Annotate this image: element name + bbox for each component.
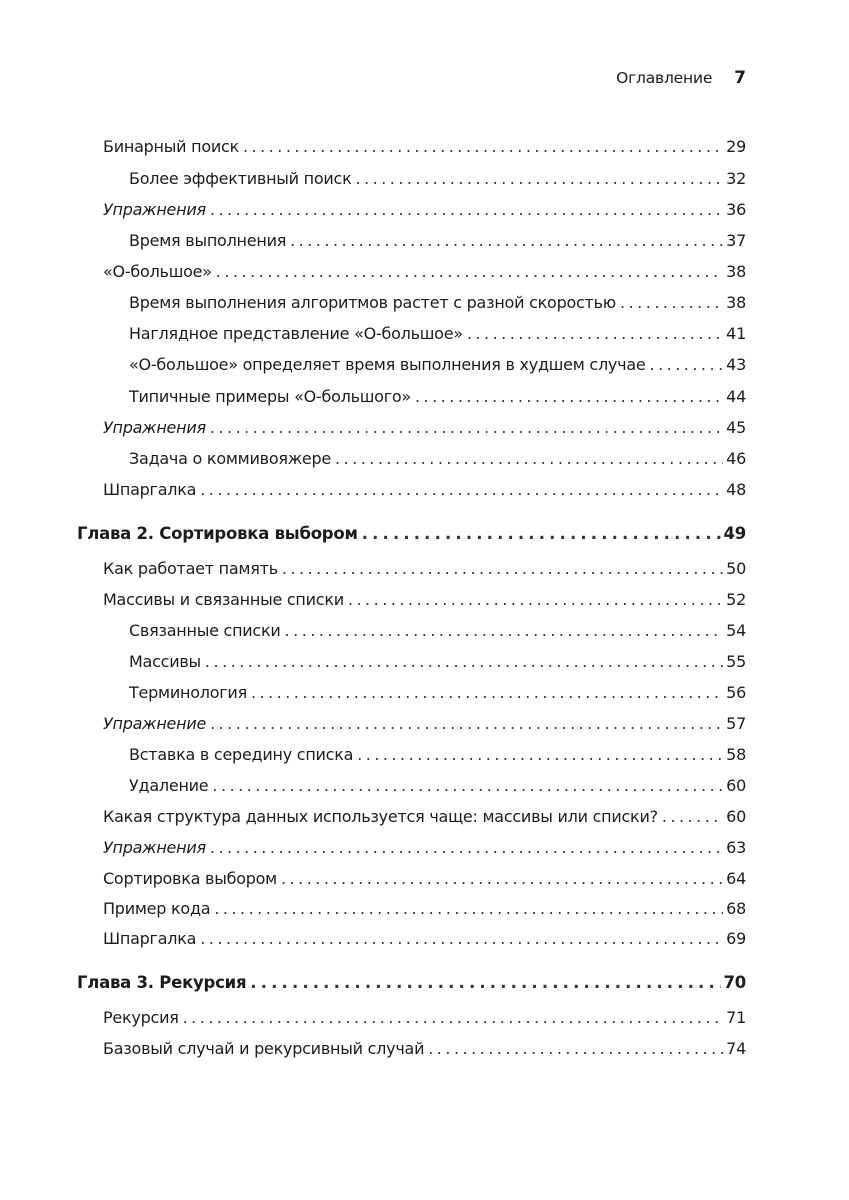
toc-entry-title: Упражнения [103,200,206,219]
toc-entry-page-number: 46 [726,449,746,468]
toc-entry-page-number: 54 [726,621,746,640]
toc-entry-title: Глава 2. Сортировка выбором [77,524,358,543]
toc-entry-title: Базовый случай и рекурсивный случай [103,1039,425,1058]
toc-entry-page-number: 57 [726,714,746,733]
toc-subsection-entry [129,775,746,797]
dot-leader [282,558,723,580]
toc-entry-page-number: 37 [726,231,746,250]
toc-entry-page-number: 48 [726,480,746,499]
toc-entry-page-number: 41 [726,324,746,343]
toc-entry-page-number: 56 [726,683,746,702]
toc-entry-title: Вставка в середину списка [129,745,354,764]
dot-leader [250,972,720,994]
dot-leader [210,713,723,735]
dot-leader [251,682,723,704]
dot-leader [212,775,723,797]
dot-leader [415,386,723,408]
toc-entry-page-number: 45 [726,418,746,437]
dot-leader [210,199,723,221]
toc-section-entry [103,199,746,221]
toc-entry-title: Время выполнения [129,231,287,250]
toc-entry-title: Бинарный поиск [103,137,239,156]
toc-entry-title: Массивы и связанные списки [103,590,344,609]
running-header-title: Оглавление [616,69,713,87]
toc-entry-page-number: 60 [726,776,746,795]
toc-entry-title: Упражнения [103,418,206,437]
toc-entry-title: Как работает память [103,559,278,578]
dot-leader [348,589,723,611]
toc-entry-title: Время выполнения алгоритмов растет с разной скоростью [129,293,617,312]
toc-entry-title: Массивы [129,652,201,671]
toc-entry-title: Шпаргалка [103,480,197,499]
dot-leader [356,168,724,190]
toc-section-entry [103,837,746,859]
toc-entry-title: Более эффективный поиск [129,169,352,188]
toc-section-entry [103,136,746,158]
toc-entry-page-number: 32 [726,169,746,188]
toc-entry-title: Упражнение [103,714,207,733]
toc-entry-page-number: 64 [726,869,746,888]
toc-entry-page-number: 38 [726,262,746,281]
toc-entry-page-number: 38 [726,293,746,312]
toc-section-entry [103,558,746,580]
dot-leader [467,323,723,345]
toc-entry-page-number: 58 [726,745,746,764]
toc-entry-page-number: 60 [726,807,746,826]
toc-subsection-entry [129,744,746,766]
toc-entry-page-number: 52 [726,590,746,609]
toc-entry-page-number: 63 [726,838,746,857]
dot-leader [200,479,723,501]
toc-section-entry [103,868,746,890]
toc-entry-title: Глава 3. Рекурсия [77,973,247,992]
toc-subsection-entry [129,651,746,673]
dot-leader [210,837,723,859]
dot-leader [285,620,724,642]
page-number: 7 [734,68,746,88]
toc-entry-page-number: 74 [726,1039,746,1058]
toc-section-entry [103,1007,746,1029]
toc-entry-page-number: 50 [726,559,746,578]
toc-section-entry [103,928,746,950]
dot-leader [335,448,723,470]
toc-entry-title: Задача о коммивояжере [129,449,331,468]
toc-section-entry [103,261,746,283]
toc-entry-title: «О-большое» [103,262,212,281]
dot-leader [183,1007,724,1029]
dot-leader [357,744,723,766]
toc-entry-page-number: 36 [726,200,746,219]
dot-leader [362,523,721,545]
dot-leader [243,136,723,158]
toc-chapter-entry [77,972,746,994]
dot-leader [205,651,723,673]
toc-entry-title: Пример кода [103,899,211,918]
toc-section-entry [103,417,746,439]
toc-entry-title: Какая структура данных используется чаще: массивы или списки? [103,807,658,826]
dot-leader [290,230,723,252]
toc-entry-page-number: 43 [726,355,746,374]
toc-section-entry [103,479,746,501]
toc-entry-page-number: 44 [726,387,746,406]
toc-subsection-entry [129,230,746,252]
dot-leader [428,1038,723,1060]
toc-entry-title: «О-большое» определяет время выполнения в худшем случае [129,355,646,374]
toc-subsection-entry [129,292,746,314]
dot-leader [650,354,724,376]
toc-subsection-entry [129,168,746,190]
dot-leader [620,292,723,314]
toc-entry-title: Связанные списки [129,621,281,640]
toc-entry-page-number: 70 [723,973,746,992]
toc-section-entry [103,589,746,611]
dot-leader [662,806,723,828]
toc-subsection-entry [129,682,746,704]
toc-subsection-entry [129,448,746,470]
toc-subsection-entry [129,354,746,376]
toc-section-entry [103,806,746,828]
toc-entry-title: Удаление [129,776,209,795]
toc-section-entry [103,1038,746,1060]
toc-entry-page-number: 71 [726,1008,746,1027]
toc-entry-title: Терминология [129,683,247,702]
toc-entry-title: Рекурсия [103,1008,179,1027]
toc-entry-page-number: 68 [726,899,746,918]
dot-leader [281,868,723,890]
toc-entry-page-number: 69 [726,929,746,948]
toc-subsection-entry [129,323,746,345]
toc-entry-title: Наглядное представление «О-большое» [129,324,463,343]
toc-entry-page-number: 49 [723,524,746,543]
toc-entry-title: Упражнения [103,838,206,857]
toc-entry-title: Сортировка выбором [103,869,277,888]
toc-entry-title: Шпаргалка [103,929,197,948]
toc-section-entry [103,898,746,920]
dot-leader [214,898,723,920]
toc-subsection-entry [129,620,746,642]
running-header [560,68,746,88]
dot-leader [216,261,723,283]
toc-subsection-entry [129,386,746,408]
toc-entry-page-number: 29 [726,137,746,156]
dot-leader [200,928,723,950]
dot-leader [210,417,723,439]
toc-section-entry [103,713,746,735]
toc-entry-page-number: 55 [726,652,746,671]
toc-entry-title: Типичные примеры «О-большого» [129,387,411,406]
toc-chapter-entry [77,523,746,545]
